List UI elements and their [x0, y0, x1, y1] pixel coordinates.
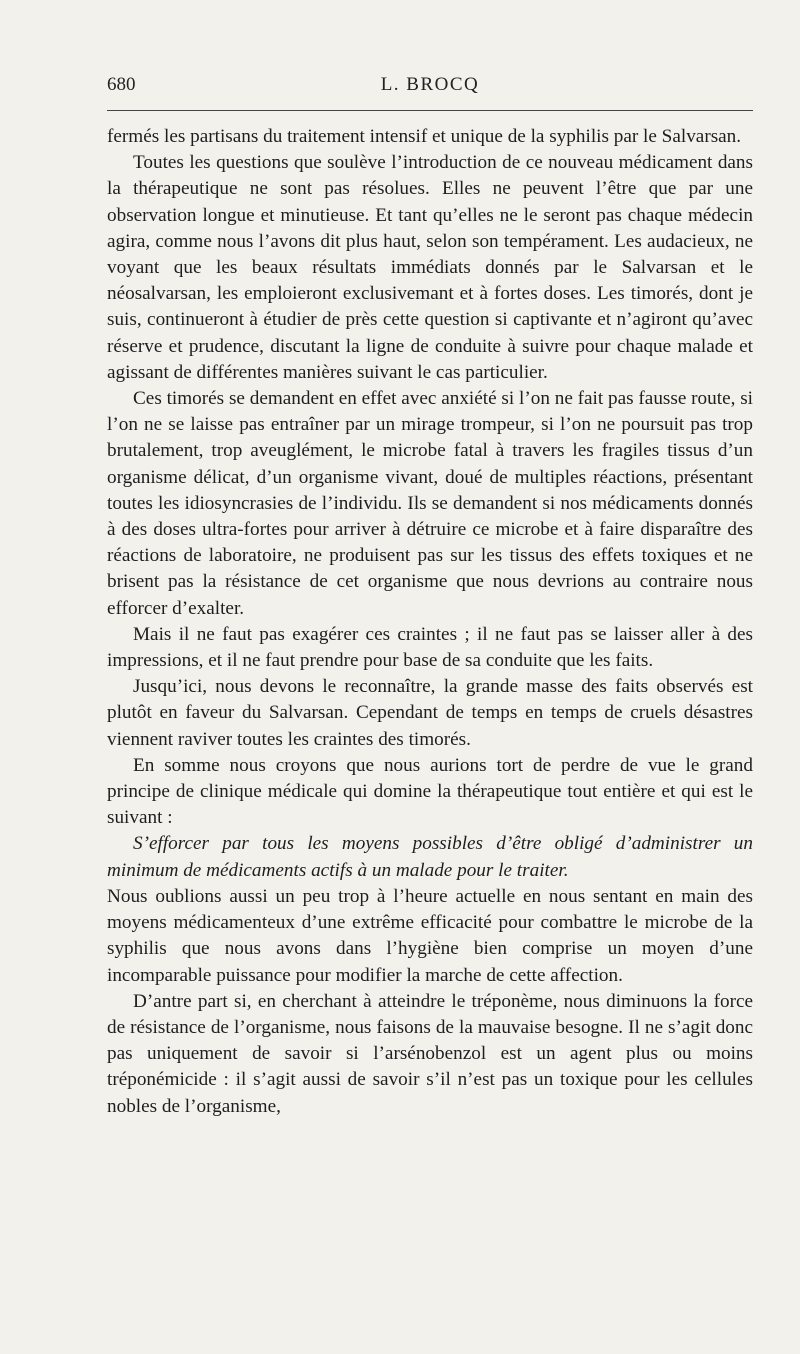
paragraph: D’antre part si, en cherchant à atteindre le tréponème, nous diminuons la force de résistance de l’organisme, nous faisons de la mauvaise besogne. Il ne s’agit donc pas uniquement de savoir si l’arsénobenzol est un agent plus ou moins tréponémicide : il s’agit aussi de savoir s’il n’est pas un toxique pour les cellules nobles de l’organisme, [107, 990, 753, 1117]
body-text [107, 124, 753, 1120]
running-title: L. BROCQ [380, 74, 480, 95]
header-rule [107, 110, 753, 111]
page-header [107, 74, 753, 102]
paragraph: Nous oublions aussi un peu trop à l’heure actuelle en nous sentant en main des moyens médicamenteux d’une extrême efficacité pour combattre le microbe de la syphilis que nous avons dans l’hygiène bien comprise un moyen d’une incomparable puissance pour modifier la marche de cette affection. [107, 885, 753, 986]
page-number: 680 [107, 74, 136, 95]
paragraph: En somme nous croyons que nous aurions tort de perdre de vue le grand principe de clinique médicale qui domine la thérapeutique tout entière et qui est le suivant : [107, 754, 753, 829]
paragraph: Mais il ne faut pas exagérer ces craintes ; il ne faut pas se laisser aller à des impressions, et il ne faut prendre pour base de sa conduite que les faits. [107, 623, 753, 672]
paragraph-continued: fermés les partisans du traitement intensif et unique de la syphilis par le Salvarsan. [107, 126, 742, 147]
paragraph: Ces timorés se demandent en effet avec anxiété si l’on ne fait pas fausse route, si l’on ne se laisse pas entraîner par un mirage trompeur, si l’on ne poursuit pas trop brutalement, trop aveuglément, le microbe fatal à travers les fragiles tissus d’un organisme délicat, d’un organisme vivant, doué de multiples réactions, présentant toutes les idiosyncrasies de l’individu. Ils se demandent si nos médicaments donnés à des doses ultra-fortes pour arriver à détruire ce microbe et à faire disparaître des réactions de laboratoire, ne produisent pas sur les tissus des effets toxiques et ne brisent pas la résistance de cet organisme que nous devrions au contraire nous efforcer d’exalter. [107, 388, 753, 619]
italic-principle: S’efforcer par tous les moyens possibles d’être obligé d’administrer un minimum de médicaments actifs à un malade pour le traiter. [107, 833, 753, 881]
paragraph: Jusqu’ici, nous devons le reconnaître, la grande masse des faits observés est plutôt en faveur du Salvarsan. Cependant de temps en temps de cruels désastres viennent raviver toutes les craintes des timorés. [107, 676, 753, 750]
paragraph: Toutes les questions que soulève l’introduction de ce nouveau médicament dans la thérapeutique ne sont pas résolues. Elles ne peuvent l’être que par une observation longue et minutieuse. Et tant qu’elles ne le seront pas chaque médecin agira, comme nous l’avons dit plus haut, selon son tempérament. Les audacieux, ne voyant que les beaux résultats immédiats donnés par le Salvarsan et le néosalvarsan, les emploieront exclusivemant et à fortes doses. Les timorés, dont je suis, continueront à étudier de près cette question si captivante et n’agiront qu’avec réserve et prudence, discutant la ligne de conduite à suivre pour chaque malade et agissant de différentes manières suivant le cas particulier. [107, 152, 753, 383]
